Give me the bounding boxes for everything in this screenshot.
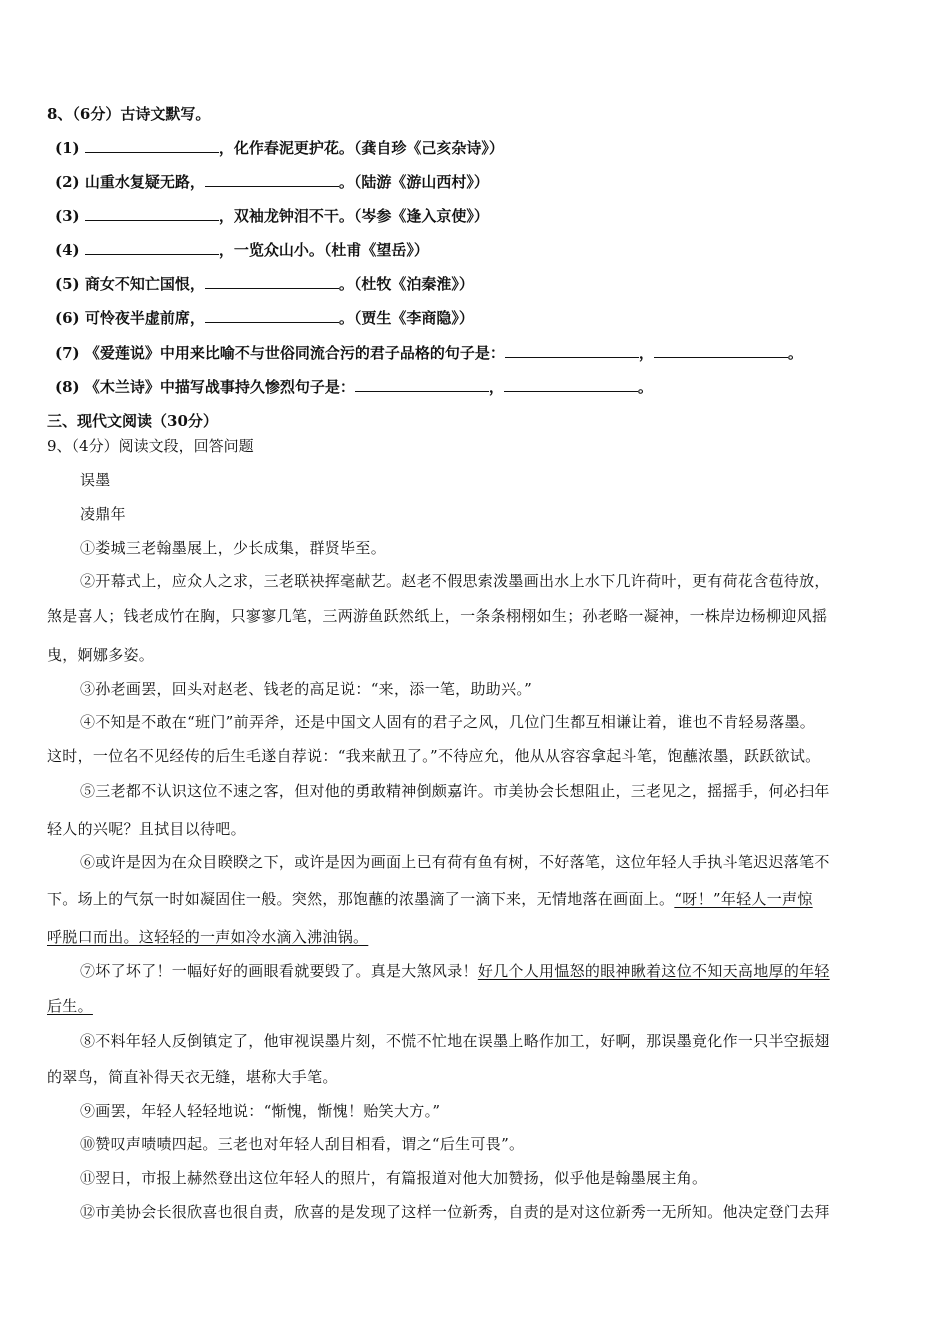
paragraph-12: ⑫市美协会长很欣喜也很自责，欣喜的是发现了这样一位新秀，自责的是对这位新秀一无所知。他决定登门去拜: [80, 1203, 830, 1221]
item-number: (1): [55, 139, 80, 157]
item-number: (6): [55, 309, 80, 327]
paragraph-8-line-1: ⑧不料年轻人反倒镇定了，他审视误墨片刻，不慌不忙地在误墨上略作加工，好啊，那误墨竟化作一只半空振翅: [80, 1032, 830, 1050]
q8-item-3: [55, 206, 489, 226]
item-source: 。（杜牧《泊秦淮》）: [338, 275, 474, 293]
plain-text: 下。场上的气氛一时如凝固住一般。突然，那饱蘸的浓墨滴了一滴下来，无情地落在画面上。: [47, 890, 675, 908]
answer-blank[interactable]: [504, 377, 638, 392]
q8-item-2: [55, 172, 489, 192]
item-comma: ，: [638, 344, 654, 362]
q8-item-1: [55, 138, 504, 158]
paragraph-4-line-2: 这时，一位名不见经传的后生毛遂自荐说：“我来献丑了。”不待应允，他从从容容拿起斗笔，饱蘸浓墨，跃跃欲试。: [47, 747, 821, 765]
answer-blank[interactable]: [205, 172, 339, 187]
item-source: 。（贾生《李商隐》）: [338, 309, 474, 327]
paragraph-6-line-3: 呼脱口而出。这轻轻的一声如冷水滴入沸油锅。: [47, 928, 369, 946]
q8-item-4: [55, 240, 429, 260]
item-number: (3): [55, 207, 80, 225]
paragraph-5-line-1: ⑤三老都不认识这位不速之客，但对他的勇敢精神倒颇嘉许。市美协会长想阻止，三老见之，摇摇手，何必扫年: [80, 782, 830, 800]
paragraph-11: ⑪翌日，市报上赫然登出这位年轻人的照片，有篇报道对他大加赞扬，似乎他是翰墨展主角。: [80, 1169, 708, 1187]
section-3-heading: 三、现代文阅读（30分）: [47, 412, 218, 430]
answer-blank[interactable]: [205, 274, 339, 289]
item-text: 商女不知亡国恨，: [84, 275, 205, 293]
paragraph-7-line-2: 后生。: [47, 997, 93, 1015]
item-number: (8): [55, 378, 80, 396]
answer-blank[interactable]: [85, 138, 219, 153]
paragraph-2-line-3: 曳，婀娜多姿。: [47, 646, 155, 664]
item-period: 。: [637, 378, 653, 396]
answer-blank[interactable]: [85, 240, 219, 255]
item-text: 可怜夜半虚前席，: [84, 309, 205, 327]
item-text: 《木兰诗》中描写战事持久惨烈句子是：: [84, 378, 355, 396]
item-number: (4): [55, 241, 80, 259]
answer-blank[interactable]: [205, 308, 339, 323]
underlined-sentence: 好几个人用愠怒的眼神瞅着这位不知天高地厚的年轻: [477, 962, 830, 980]
item-number: (5): [55, 275, 80, 293]
plain-text: ⑦坏了坏了！一幅好好的画眼看就要毁了。真是大煞风录！: [80, 962, 478, 980]
paragraph-8-line-2: 的翠鸟，简直补得天衣无缝，堪称大手笔。: [47, 1068, 338, 1086]
paragraph-7-line-1: [80, 961, 830, 981]
story-title: 误墨: [80, 471, 111, 489]
item-period: 。: [787, 344, 803, 362]
paragraph-2-line-1: ②开幕式上，应众人之求，三老联袂挥毫献艺。赵老不假思索泼墨画出水上水下几许荷叶，更有荷花含苞待放，: [80, 572, 830, 590]
paragraph-3: ③孙老画罢，回头对赵老、钱老的高足说：“来，添一笔，助助兴。”: [80, 680, 533, 698]
paragraph-1: ①娄城三老翰墨展上，少长成集，群贤毕至。: [80, 539, 387, 557]
answer-blank[interactable]: [355, 377, 489, 392]
q8-item-7: [55, 343, 803, 363]
q8-item-6: [55, 308, 474, 328]
story-author: 凌鼎年: [80, 505, 126, 523]
question-9-title: 9、（4分）阅读文段，回答问题: [47, 437, 254, 455]
paragraph-6-line-2: [47, 889, 813, 909]
item-text: 山重水复疑无路，: [84, 173, 205, 191]
paragraph-6-line-1: ⑥或许是因为在众目睽睽之下，或许是因为画面上已有荷有鱼有树，不好落笔，这位年轻人手执斗笔迟迟落笔不: [80, 853, 830, 871]
item-number: (2): [55, 173, 80, 191]
item-source: 。（陆游《游山西村》）: [338, 173, 489, 191]
item-text: 《爱莲说》中用来比喻不与世俗同流合污的君子品格的句子是：: [84, 344, 505, 362]
item-number: (7): [55, 344, 80, 362]
q8-item-8: [55, 377, 653, 397]
item-text: ，双袖龙钟泪不干。（岑参《逢入京使》）: [218, 207, 489, 225]
paragraph-5-line-2: 轻人的兴呢？且拭目以待吧。: [47, 820, 246, 838]
paragraph-10: ⑩赞叹声啧啧四起。三老也对年轻人刮目相看，谓之“后生可畏”。: [80, 1135, 525, 1153]
paragraph-4-line-1: ④不知是不敢在“班门”前弄斧，还是中国文人固有的君子之风，几位门生都互相谦让着，谁也不肯轻易落墨。: [80, 713, 816, 731]
answer-blank[interactable]: [505, 343, 639, 358]
answer-blank[interactable]: [654, 343, 788, 358]
question-8-title: 8、（6分）古诗文默写。: [47, 105, 211, 123]
paragraph-2-line-2: 煞是喜人；钱老成竹在胸，只寥寥几笔，三两游鱼跃然纸上，一条条栩栩如生；孙老略一凝神，一株岸边杨柳迎风摇: [47, 607, 828, 625]
item-comma: ，: [488, 378, 504, 396]
paragraph-9: ⑨画罢，年轻人轻轻地说：“惭愧，惭愧！贻笑大方。”: [80, 1102, 441, 1120]
q8-item-5: [55, 274, 474, 294]
answer-blank[interactable]: [85, 206, 219, 221]
item-text: ，一览众山小。（杜甫《望岳》）: [218, 241, 429, 259]
underlined-sentence: “呀！”年轻人一声惊: [674, 890, 813, 908]
item-text: ，化作春泥更护花。（龚自珍《己亥杂诗》）: [218, 139, 504, 157]
